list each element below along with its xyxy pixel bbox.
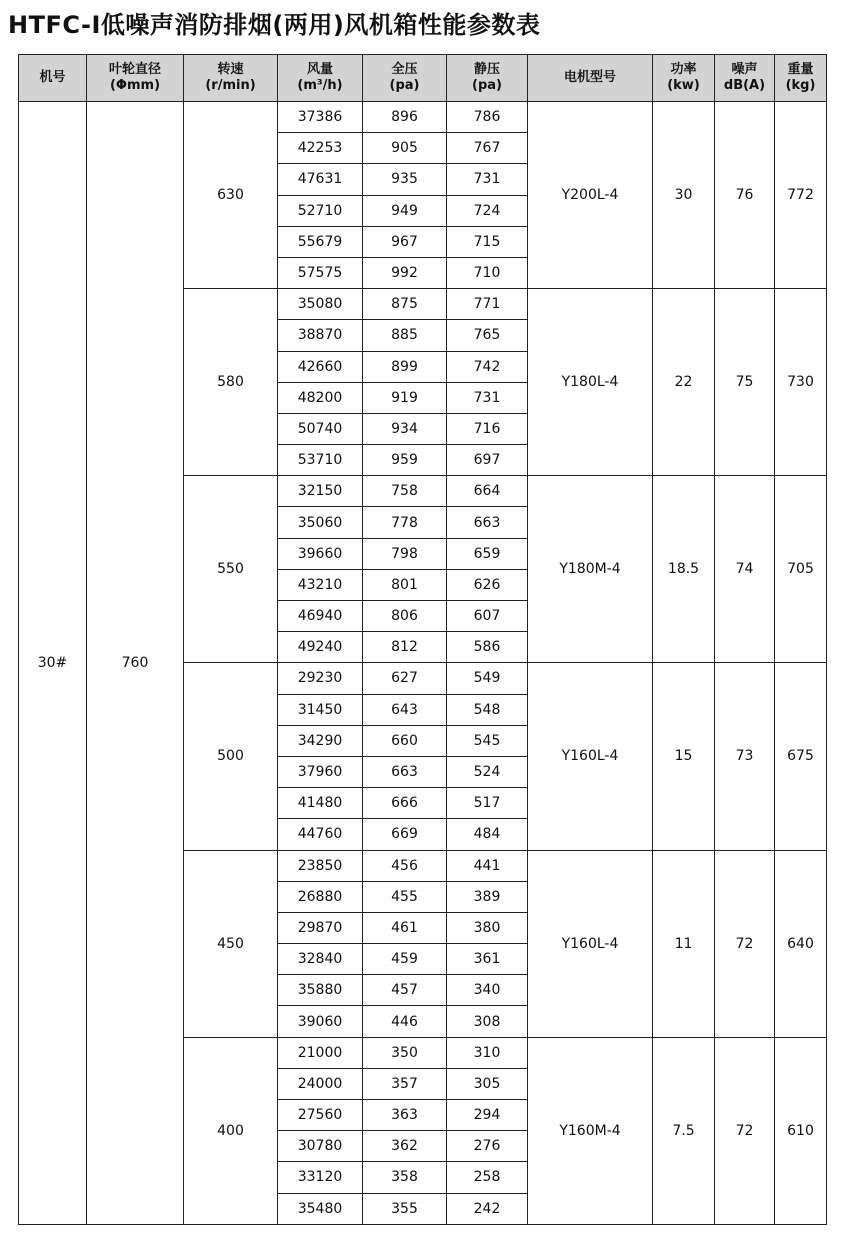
header-motor-model	[528, 55, 653, 102]
static-pressure-cell: 626	[447, 569, 528, 600]
header-power	[653, 55, 715, 102]
total-pressure-cell: 959	[363, 445, 447, 476]
airflow-cell: 23850	[278, 850, 363, 881]
table-row	[19, 102, 827, 133]
static-pressure-cell: 767	[447, 133, 528, 164]
airflow-cell: 35880	[278, 975, 363, 1006]
static-pressure-cell: 524	[447, 756, 528, 787]
airflow-cell: 35480	[278, 1193, 363, 1224]
static-pressure-cell: 310	[447, 1037, 528, 1068]
airflow-cell: 57575	[278, 257, 363, 288]
static-pressure-cell: 484	[447, 819, 528, 850]
page-title: HTFC-Ⅰ低噪声消防排烟(两用)风机箱性能参数表	[8, 11, 541, 39]
airflow-cell: 41480	[278, 788, 363, 819]
header-static-pressure	[447, 55, 528, 102]
static-pressure-cell: 765	[447, 320, 528, 351]
static-pressure-cell: 340	[447, 975, 528, 1006]
header-unit: (kw)	[667, 78, 700, 93]
total-pressure-cell: 992	[363, 257, 447, 288]
weight-cell: 772	[775, 102, 827, 289]
header-label: 转速	[217, 62, 244, 77]
airflow-cell: 39060	[278, 1006, 363, 1037]
static-pressure-cell: 548	[447, 694, 528, 725]
header-impeller-diameter	[87, 55, 184, 102]
static-pressure-cell: 724	[447, 195, 528, 226]
airflow-cell: 42660	[278, 351, 363, 382]
power-cell: 15	[653, 663, 715, 850]
motor-model-cell: Y160L-4	[528, 850, 653, 1037]
total-pressure-cell: 905	[363, 133, 447, 164]
power-cell: 18.5	[653, 476, 715, 663]
total-pressure-cell: 362	[363, 1131, 447, 1162]
motor-model-cell: Y160L-4	[528, 663, 653, 850]
total-pressure-cell: 669	[363, 819, 447, 850]
static-pressure-cell: 242	[447, 1193, 528, 1224]
motor-model-cell: Y180M-4	[528, 476, 653, 663]
airflow-cell: 52710	[278, 195, 363, 226]
speed-cell: 400	[184, 1037, 278, 1224]
total-pressure-cell: 459	[363, 944, 447, 975]
total-pressure-cell: 643	[363, 694, 447, 725]
noise-cell: 72	[715, 850, 775, 1037]
noise-cell: 76	[715, 102, 775, 289]
power-cell: 22	[653, 289, 715, 476]
static-pressure-cell: 305	[447, 1068, 528, 1099]
header-machine-no	[19, 55, 87, 102]
header-unit: (pa)	[472, 78, 502, 93]
header-speed	[184, 55, 278, 102]
static-pressure-cell: 586	[447, 632, 528, 663]
speed-cell: 630	[184, 102, 278, 289]
airflow-cell: 24000	[278, 1068, 363, 1099]
noise-cell: 75	[715, 289, 775, 476]
header-label: 电机型号	[563, 70, 616, 85]
static-pressure-cell: 361	[447, 944, 528, 975]
airflow-cell: 46940	[278, 601, 363, 632]
total-pressure-cell: 935	[363, 164, 447, 195]
static-pressure-cell: 549	[447, 663, 528, 694]
table-body	[19, 102, 827, 1225]
airflow-cell: 34290	[278, 725, 363, 756]
total-pressure-cell: 666	[363, 788, 447, 819]
performance-table	[18, 54, 827, 1225]
static-pressure-cell: 731	[447, 164, 528, 195]
airflow-cell: 29230	[278, 663, 363, 694]
speed-cell: 580	[184, 289, 278, 476]
header-total-pressure	[363, 55, 447, 102]
static-pressure-cell: 545	[447, 725, 528, 756]
airflow-cell: 44760	[278, 819, 363, 850]
airflow-cell: 47631	[278, 164, 363, 195]
airflow-cell: 26880	[278, 881, 363, 912]
airflow-cell: 37386	[278, 102, 363, 133]
total-pressure-cell: 896	[363, 102, 447, 133]
header-unit: (m³/h)	[297, 78, 343, 93]
airflow-cell: 49240	[278, 632, 363, 663]
total-pressure-cell: 446	[363, 1006, 447, 1037]
header-airflow	[278, 55, 363, 102]
static-pressure-cell: 517	[447, 788, 528, 819]
static-pressure-cell: 258	[447, 1162, 528, 1193]
header-label: 风量	[306, 62, 333, 77]
total-pressure-cell: 355	[363, 1193, 447, 1224]
airflow-cell: 35060	[278, 507, 363, 538]
airflow-cell: 37960	[278, 756, 363, 787]
static-pressure-cell: 731	[447, 382, 528, 413]
header-label: 功率	[670, 62, 697, 77]
total-pressure-cell: 358	[363, 1162, 447, 1193]
weight-cell: 730	[775, 289, 827, 476]
airflow-cell: 32150	[278, 476, 363, 507]
static-pressure-cell: 710	[447, 257, 528, 288]
total-pressure-cell: 456	[363, 850, 447, 881]
static-pressure-cell: 663	[447, 507, 528, 538]
header-label: 全压	[391, 62, 418, 77]
total-pressure-cell: 949	[363, 195, 447, 226]
total-pressure-cell: 875	[363, 289, 447, 320]
header-label: 机号	[39, 70, 66, 85]
motor-model-cell: Y200L-4	[528, 102, 653, 289]
header-unit: (kg)	[785, 78, 816, 93]
header-row	[19, 55, 827, 102]
airflow-cell: 30780	[278, 1131, 363, 1162]
static-pressure-cell: 786	[447, 102, 528, 133]
total-pressure-cell: 919	[363, 382, 447, 413]
weight-cell: 640	[775, 850, 827, 1037]
airflow-cell: 55679	[278, 226, 363, 257]
impeller-diameter-cell: 760	[87, 102, 184, 1225]
airflow-cell: 43210	[278, 569, 363, 600]
airflow-cell: 35080	[278, 289, 363, 320]
total-pressure-cell: 627	[363, 663, 447, 694]
airflow-cell: 48200	[278, 382, 363, 413]
airflow-cell: 27560	[278, 1100, 363, 1131]
header-label: 叶轮直径	[108, 62, 161, 77]
static-pressure-cell: 389	[447, 881, 528, 912]
total-pressure-cell: 806	[363, 601, 447, 632]
header-unit: (pa)	[389, 78, 420, 93]
noise-cell: 74	[715, 476, 775, 663]
static-pressure-cell: 742	[447, 351, 528, 382]
static-pressure-cell: 294	[447, 1100, 528, 1131]
header-label: 重量	[787, 62, 814, 77]
static-pressure-cell: 441	[447, 850, 528, 881]
airflow-cell: 38870	[278, 320, 363, 351]
total-pressure-cell: 457	[363, 975, 447, 1006]
static-pressure-cell: 715	[447, 226, 528, 257]
static-pressure-cell: 276	[447, 1131, 528, 1162]
weight-cell: 705	[775, 476, 827, 663]
weight-cell: 610	[775, 1037, 827, 1224]
table-header	[19, 55, 827, 102]
airflow-cell: 33120	[278, 1162, 363, 1193]
header-noise	[715, 55, 775, 102]
speed-cell: 550	[184, 476, 278, 663]
speed-cell: 450	[184, 850, 278, 1037]
airflow-cell: 50740	[278, 413, 363, 444]
total-pressure-cell: 778	[363, 507, 447, 538]
weight-cell: 675	[775, 663, 827, 850]
header-unit: (Φmm)	[109, 78, 161, 93]
total-pressure-cell: 798	[363, 538, 447, 569]
noise-cell: 72	[715, 1037, 775, 1224]
airflow-cell: 53710	[278, 445, 363, 476]
airflow-cell: 32840	[278, 944, 363, 975]
airflow-cell: 39660	[278, 538, 363, 569]
total-pressure-cell: 455	[363, 881, 447, 912]
static-pressure-cell: 659	[447, 538, 528, 569]
static-pressure-cell: 607	[447, 601, 528, 632]
noise-cell: 73	[715, 663, 775, 850]
power-cell: 7.5	[653, 1037, 715, 1224]
motor-model-cell: Y180L-4	[528, 289, 653, 476]
total-pressure-cell: 812	[363, 632, 447, 663]
speed-cell: 500	[184, 663, 278, 850]
power-cell: 11	[653, 850, 715, 1037]
airflow-cell: 21000	[278, 1037, 363, 1068]
static-pressure-cell: 380	[447, 912, 528, 943]
total-pressure-cell: 660	[363, 725, 447, 756]
total-pressure-cell: 801	[363, 569, 447, 600]
total-pressure-cell: 885	[363, 320, 447, 351]
total-pressure-cell: 967	[363, 226, 447, 257]
total-pressure-cell: 663	[363, 756, 447, 787]
airflow-cell: 29870	[278, 912, 363, 943]
airflow-cell: 31450	[278, 694, 363, 725]
static-pressure-cell: 716	[447, 413, 528, 444]
power-cell: 30	[653, 102, 715, 289]
machine-no-cell: 30#	[19, 102, 87, 1225]
total-pressure-cell: 758	[363, 476, 447, 507]
total-pressure-cell: 461	[363, 912, 447, 943]
static-pressure-cell: 664	[447, 476, 528, 507]
header-unit: (r/min)	[205, 78, 256, 93]
header-weight	[775, 55, 827, 102]
motor-model-cell: Y160M-4	[528, 1037, 653, 1224]
total-pressure-cell: 899	[363, 351, 447, 382]
static-pressure-cell: 771	[447, 289, 528, 320]
header-unit: dB(A)	[723, 78, 766, 93]
header-label: 噪声	[731, 62, 758, 77]
total-pressure-cell: 363	[363, 1100, 447, 1131]
total-pressure-cell: 934	[363, 413, 447, 444]
airflow-cell: 42253	[278, 133, 363, 164]
static-pressure-cell: 697	[447, 445, 528, 476]
total-pressure-cell: 350	[363, 1037, 447, 1068]
total-pressure-cell: 357	[363, 1068, 447, 1099]
static-pressure-cell: 308	[447, 1006, 528, 1037]
header-label: 静压	[473, 62, 500, 77]
